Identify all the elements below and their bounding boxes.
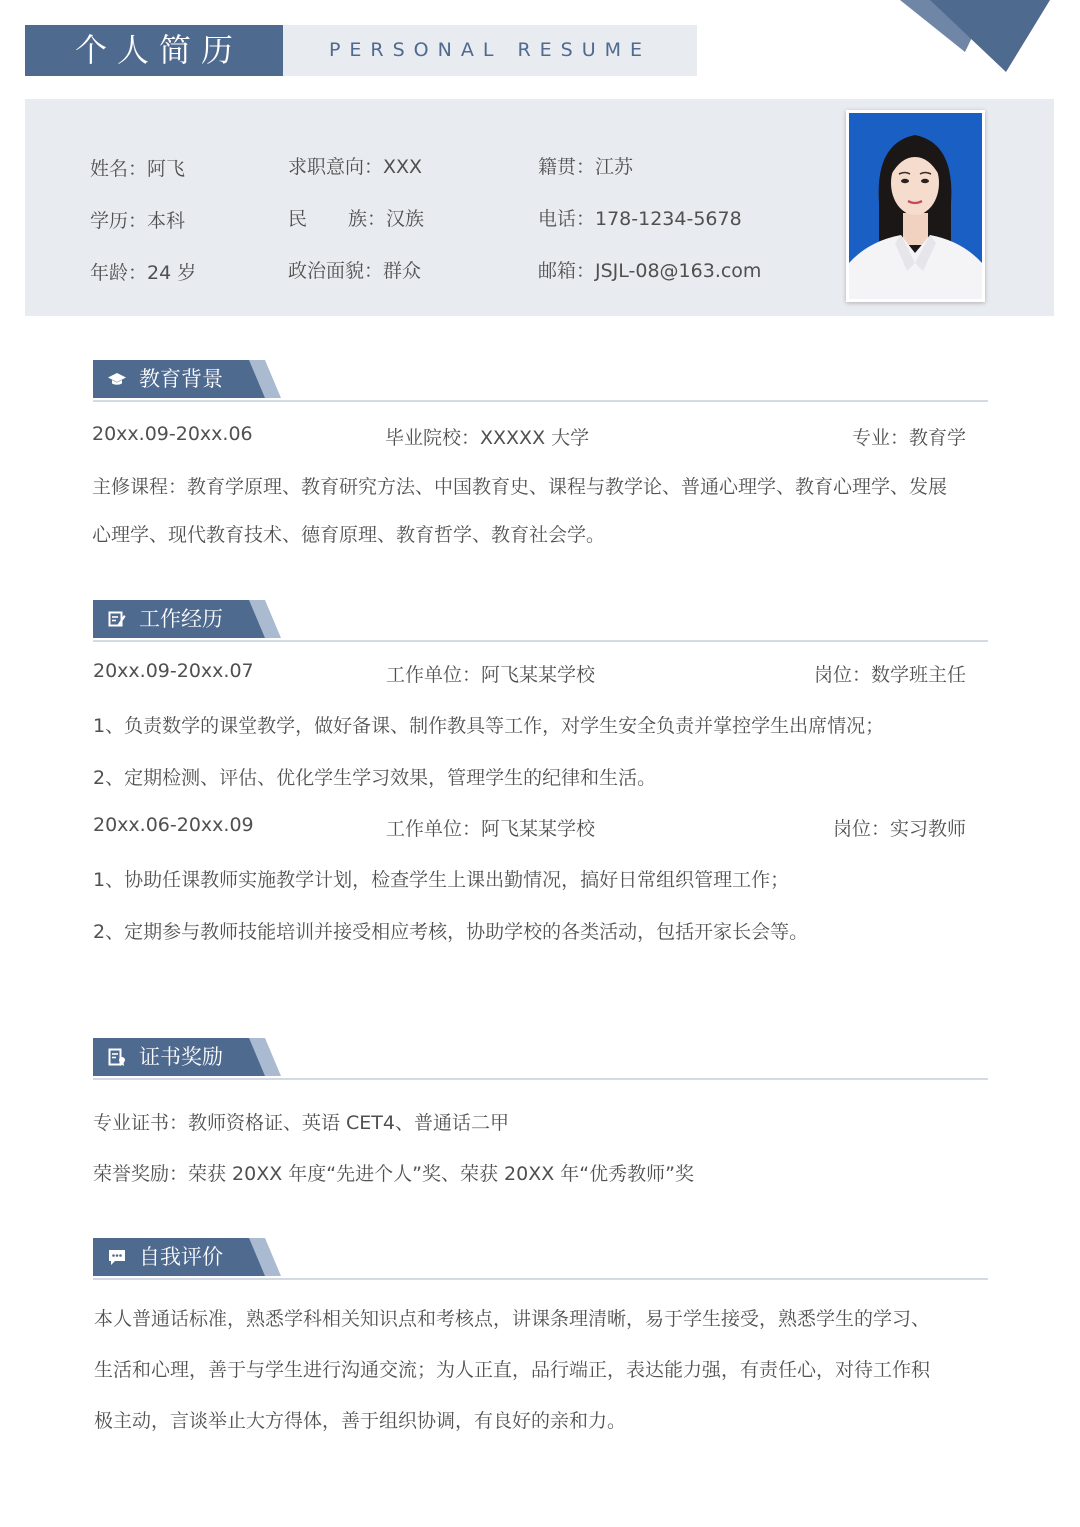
section-title: 自我评价 xyxy=(139,1245,223,1269)
edit-icon xyxy=(108,610,126,628)
job-employer: 工作单位：阿飞某某学校 xyxy=(386,664,596,686)
info-phone: 电话：178-1234-5678 xyxy=(538,208,742,230)
section-divider xyxy=(93,400,988,402)
info-age: 年龄：24 岁 xyxy=(90,262,197,284)
job-duty: 1、负责数学的课堂教学，做好备课、制作教具等工作，对学生安全负责并掌控学生出席情况； xyxy=(93,715,885,737)
certificate-icon xyxy=(108,1048,126,1066)
info-ethnicity: 族：汉族 xyxy=(348,208,425,230)
education-period: 20xx.09-20xx.06 xyxy=(92,423,253,445)
job-period: 20xx.09-20xx.07 xyxy=(93,660,254,682)
section-divider xyxy=(93,1278,988,1280)
awards-certificates: 专业证书：教师资格证、英语 CET4、普通话二甲 xyxy=(93,1112,510,1134)
chat-icon xyxy=(108,1248,126,1266)
info-email: 邮箱：JSJL-08@163.com xyxy=(538,260,762,282)
info-politics: 政治面貌：群众 xyxy=(288,260,422,282)
section-divider xyxy=(93,640,988,642)
section-header-education xyxy=(93,360,988,402)
info-ethnicity-key: 民 xyxy=(288,208,308,230)
job-period: 20xx.06-20xx.09 xyxy=(93,814,254,836)
graduation-cap-icon xyxy=(108,370,126,388)
section-divider xyxy=(93,1078,988,1080)
info-origin: 籍贯：江苏 xyxy=(538,156,634,178)
job-employer: 工作单位：阿飞某某学校 xyxy=(386,818,596,840)
section-title: 工作经历 xyxy=(139,607,223,631)
section-header-awards xyxy=(93,1038,988,1080)
self-evaluation-line: 本人普通话标准，熟悉学科相关知识点和考核点，讲课条理清晰，易于学生接受，熟悉学生的学习、 xyxy=(94,1308,931,1330)
self-evaluation-line: 极主动，言谈举止大方得体，善于组织协调，有良好的亲和力。 xyxy=(94,1410,627,1432)
self-evaluation-line: 生活和心理，善于与学生进行沟通交流；为人正直，品行端正，表达能力强，有责任心，对待工作积 xyxy=(94,1359,931,1381)
education-major: 专业：教育学 xyxy=(852,427,967,449)
corner-decoration xyxy=(870,0,1080,74)
job-duty: 2、定期参与教师技能培训并接受相应考核，协助学校的各类活动，包括开家长会等。 xyxy=(93,921,809,943)
resume-title: 个人简历 xyxy=(25,25,283,76)
profile-photo-image xyxy=(849,113,982,299)
section-header-self-evaluation xyxy=(93,1238,988,1280)
education-courses-line: 主修课程：教育学原理、教育研究方法、中国教育史、课程与教学论、普通心理学、教育心理学、发展 xyxy=(92,476,948,498)
info-name: 姓名：阿飞 xyxy=(90,158,186,180)
section-title: 教育背景 xyxy=(139,367,223,391)
job-position: 岗位：实习教师 xyxy=(833,818,967,840)
profile-photo xyxy=(846,110,985,302)
info-job-intent: 求职意向：XXX xyxy=(288,156,423,178)
awards-honors: 荣誉奖励：荣获 20XX 年度“先进个人”奖、荣获 20XX 年“优秀教师”奖 xyxy=(93,1163,694,1185)
job-duty: 1、协助任课教师实施教学计划，检查学生上课出勤情况，搞好日常组织管理工作； xyxy=(93,869,790,891)
section-header-work xyxy=(93,600,988,642)
section-title: 证书奖励 xyxy=(139,1045,223,1069)
education-school: 毕业院校：XXXXX 大学 xyxy=(385,427,590,449)
education-courses-line: 心理学、现代教育技术、德育原理、教育哲学、教育社会学。 xyxy=(92,524,606,546)
info-education: 学历：本科 xyxy=(90,210,186,232)
job-position: 岗位：数学班主任 xyxy=(814,664,967,686)
job-duty: 2、定期检测、评估、优化学生学习效果，管理学生的纪律和生活。 xyxy=(93,767,657,789)
resume-subtitle: PERSONAL RESUME xyxy=(283,25,697,76)
